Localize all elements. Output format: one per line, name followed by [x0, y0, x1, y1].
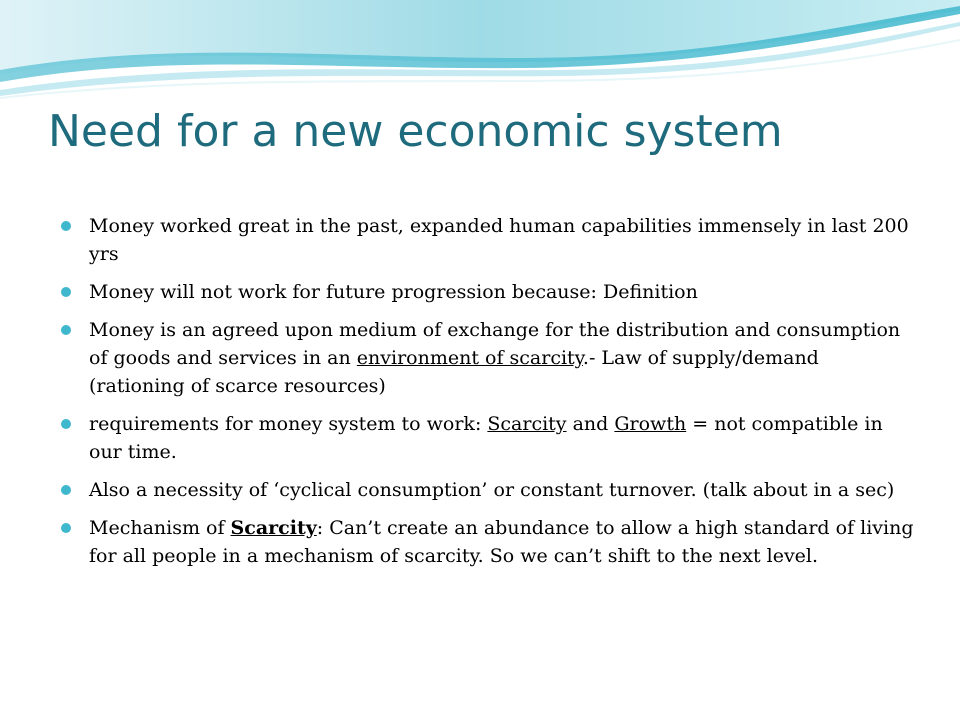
bullet-dot-icon	[61, 523, 71, 533]
bullet-text: Money worked great in the past, expanded human capabilities immensely in last 200 yrs	[89, 215, 909, 265]
bullet-item	[48, 410, 918, 466]
bullet-text: Mechanism of	[89, 517, 231, 539]
bullet-dot-icon	[61, 221, 71, 231]
bullet-dot-icon	[61, 287, 71, 297]
bullet-text: Money will not work for future progression because: Definition	[89, 281, 698, 303]
underlined-phrase: environment of scarcity	[356, 347, 583, 369]
bullet-text: Also a necessity of ‘cyclical consumption’ or constant turnover. (talk about in a sec)	[89, 479, 895, 501]
bullet-text: : Can’t create an abundance to allow a high standard of living for all people in a mechanism of scarcity. So we can’t shift to the next level.	[89, 517, 914, 567]
underlined-bold-phrase: Scarcity	[230, 517, 317, 539]
bullet-item	[48, 316, 918, 400]
underlined-phrase: Growth	[614, 413, 687, 435]
bullet-item	[48, 278, 918, 306]
bullet-list	[48, 212, 918, 580]
bullet-text: and	[566, 413, 615, 435]
bullet-item	[48, 212, 918, 268]
bullet-text: requirements for money system to work:	[89, 413, 488, 435]
bullet-item	[48, 476, 918, 504]
bullet-text: = not compatible in our time.	[89, 413, 883, 463]
bullet-item	[48, 514, 918, 570]
underlined-phrase: Scarcity	[487, 413, 567, 435]
bullet-dot-icon	[61, 485, 71, 495]
bullet-text: Money is an agreed upon medium of exchange for the distribution and consumption of goods and services in an	[89, 319, 901, 369]
bullet-dot-icon	[61, 419, 71, 429]
bullet-dot-icon	[61, 325, 71, 335]
slide-title: Need for a new economic system	[48, 106, 783, 157]
bullet-text: .- Law of supply/demand (rationing of scarce resources)	[89, 347, 819, 397]
